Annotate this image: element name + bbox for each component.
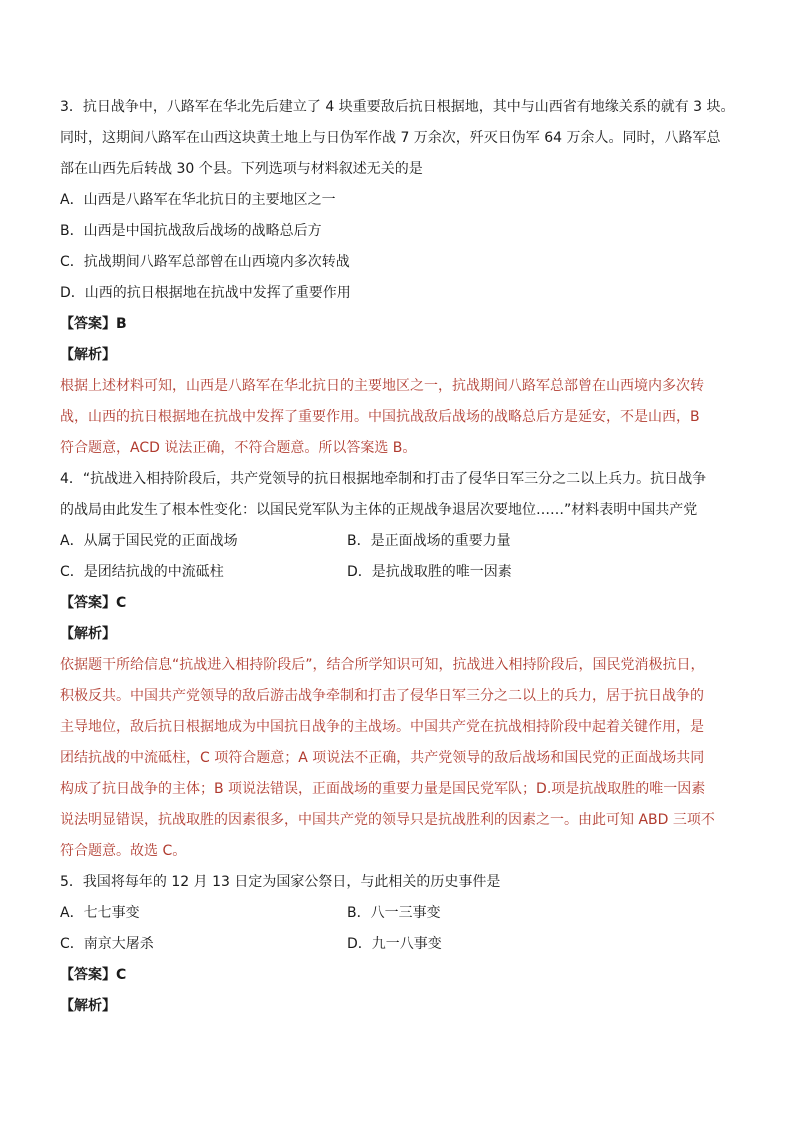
question-stem-line: 3．抗日战争中，八路军在华北先后建立了 4 块重要敌后抗日根据地，其中与山西省有地缘关系的就有 3 块。 bbox=[60, 99, 735, 115]
analysis-line: 主导地位，敌后抗日根据地成为中国抗日战争的主战场。中国共产党在抗战相持阶段中起着关键作用，是 bbox=[60, 719, 704, 735]
question-stem-line: 部在山西先后转战 30 个县。下列选项与材料叙述无关的是 bbox=[60, 161, 423, 177]
options-row bbox=[60, 929, 740, 960]
answer-label: 【答案】C bbox=[60, 967, 127, 983]
options-row bbox=[60, 898, 740, 929]
analysis-line: 依据题干所给信息“抗战进入相持阶段后”，结合所学知识可知，抗战进入相持阶段后，国民党消极抗日， bbox=[60, 657, 705, 673]
question-stem-line: 5．我国将每年的 12 月 13 日定为国家公祭日，与此相关的历史事件是 bbox=[60, 874, 501, 890]
analysis-line: 符合题意，ACD 说法正确，不符合题意。所以答案选 B。 bbox=[60, 440, 417, 456]
question-4 bbox=[60, 464, 740, 867]
analysis-line: 团结抗战的中流砥柱，C 项符合题意；A 项说法不正确，共产党领导的敌后战场和国民党的正面战场共同 bbox=[60, 750, 705, 766]
option-c: C．南京大屠杀 bbox=[60, 936, 154, 952]
analysis-label: 【解析】 bbox=[60, 347, 116, 363]
document-page bbox=[60, 92, 740, 1022]
options-row bbox=[60, 557, 740, 588]
analysis-line: 根据上述材料可知，山西是八路军在华北抗日的主要地区之一，抗战期间八路军总部曾在山西境内多次转 bbox=[60, 378, 704, 394]
option-b: B．八一三事变 bbox=[347, 905, 441, 921]
option-c: C．是团结抗战的中流砥柱 bbox=[60, 564, 224, 580]
option-c: C．抗战期间八路军总部曾在山西境内多次转战 bbox=[60, 254, 350, 270]
option-a: A．七七事变 bbox=[60, 905, 140, 921]
option-d: D．九一八事变 bbox=[347, 936, 442, 952]
analysis-line: 构成了抗日战争的主体；B 项说法错误，正面战场的重要力量是国民党军队；D.项是抗战取胜的唯一因素 bbox=[60, 781, 706, 797]
option-b: B．是正面战场的重要力量 bbox=[347, 533, 511, 549]
option-a: A．从属于国民党的正面战场 bbox=[60, 533, 238, 549]
analysis-line: 战，山西的抗日根据地在抗战中发挥了重要作用。中国抗战敌后战场的战略总后方是延安，不是山西，B bbox=[60, 409, 700, 425]
analysis-line: 符合题意。故选 C。 bbox=[60, 843, 187, 859]
question-5 bbox=[60, 867, 740, 1022]
answer-label: 【答案】C bbox=[60, 595, 127, 611]
option-d: D．山西的抗日根据地在抗战中发挥了重要作用 bbox=[60, 285, 351, 301]
analysis-label: 【解析】 bbox=[60, 626, 116, 642]
question-3 bbox=[60, 92, 740, 464]
options-row bbox=[60, 526, 740, 557]
question-stem-line: 4．“抗战进入相持阶段后，共产党领导的抗日根据地牵制和打击了侵华日军三分之二以上兵力。抗日战争 bbox=[60, 471, 707, 487]
analysis-line: 说法明显错误，抗战取胜的因素很多，中国共产党的领导只是抗战胜利的因素之一。由此可知 ABD 三项不 bbox=[60, 812, 715, 828]
analysis-line: 积极反共。中国共产党领导的敌后游击战争牵制和打击了侵华日军三分之二以上的兵力，居于抗日战争的 bbox=[60, 688, 704, 704]
option-a: A．山西是八路军在华北抗日的主要地区之一 bbox=[60, 192, 336, 208]
question-stem-line: 同时，这期间八路军在山西这块黄土地上与日伪军作战 7 万余次，歼灭日伪军 64 万余人。同时，八路军总 bbox=[60, 130, 721, 146]
analysis-label: 【解析】 bbox=[60, 998, 116, 1014]
option-d: D．是抗战取胜的唯一因素 bbox=[347, 564, 512, 580]
answer-label: 【答案】B bbox=[60, 316, 127, 332]
option-b: B．山西是中国抗战敌后战场的战略总后方 bbox=[60, 223, 322, 239]
question-stem-line: 的战局由此发生了根本性变化：以国民党军队为主体的正规战争退居次要地位……”材料表明中国共产党 bbox=[60, 502, 698, 518]
